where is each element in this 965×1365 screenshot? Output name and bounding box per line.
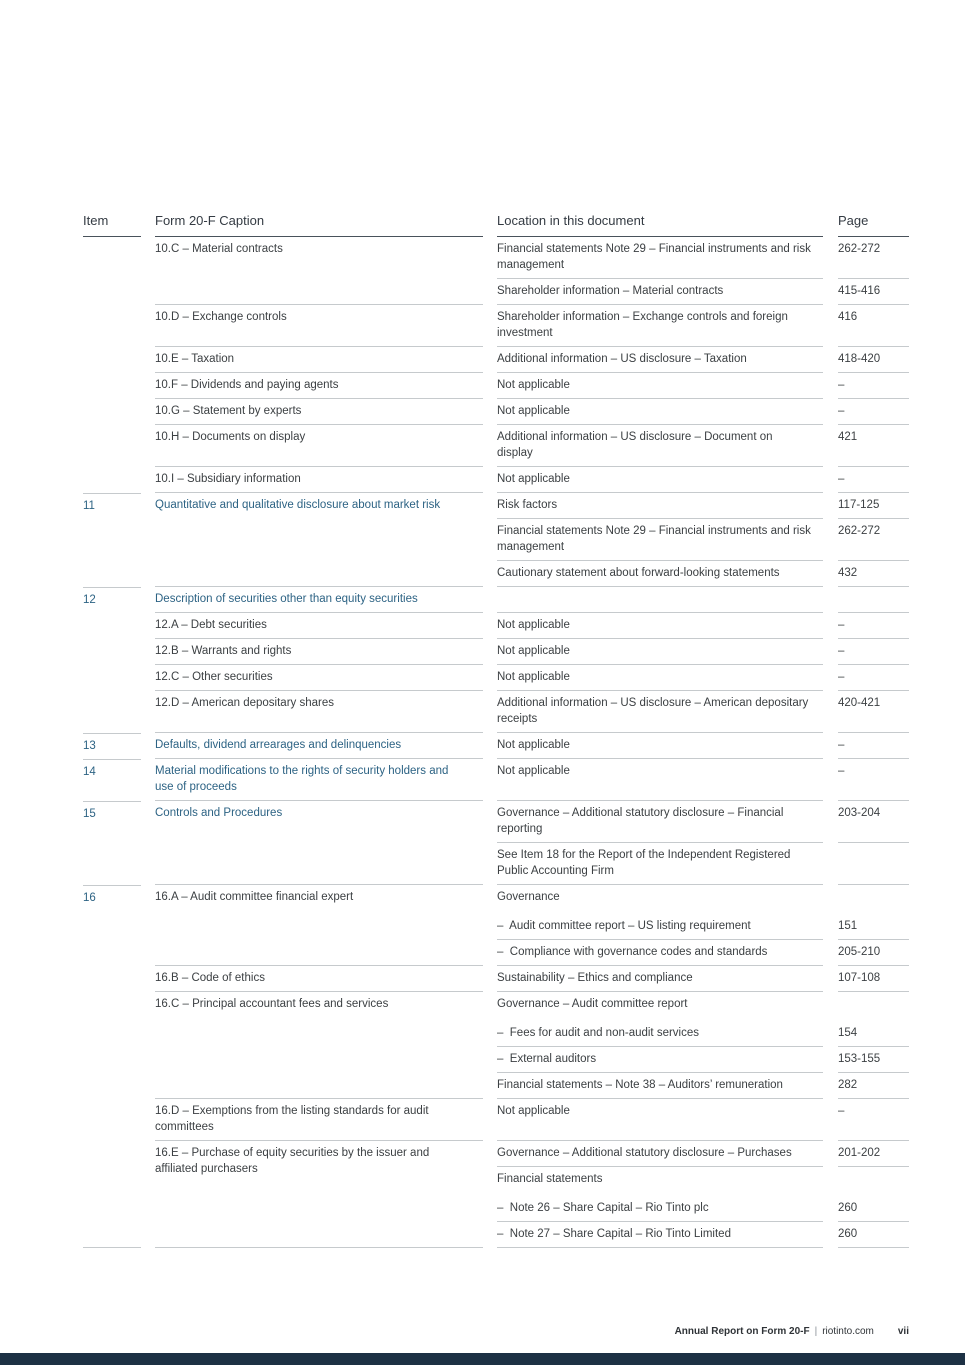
item-number	[83, 613, 141, 639]
location-row	[497, 1141, 909, 1167]
location-text: – Audit committee report – US listing requirement	[497, 914, 823, 940]
location-row	[497, 561, 909, 587]
table-group	[83, 665, 909, 691]
location-entries	[497, 399, 909, 425]
caption-text: Defaults, dividend arrearages and delinquencies	[155, 733, 483, 759]
item-number	[83, 467, 141, 493]
location-row	[497, 399, 909, 425]
location-row	[497, 493, 909, 519]
location-row	[497, 885, 909, 914]
caption-text: 12.C – Other securities	[155, 665, 483, 691]
location-text: Governance – Audit committee report	[497, 998, 688, 1010]
page-footer	[675, 1326, 909, 1337]
location-row	[497, 519, 909, 561]
location-row	[497, 305, 909, 347]
table-group	[83, 587, 909, 613]
item-number: 14	[83, 759, 141, 801]
location-entries	[497, 759, 909, 801]
location-text: Governance	[497, 891, 560, 903]
location-row	[497, 347, 909, 373]
caption-text: 16.D – Exemptions from the listing standards for audit committees	[155, 1099, 483, 1141]
location-text: Shareholder information – Material contracts	[497, 279, 823, 305]
page-number: 282	[838, 1073, 909, 1099]
location-entries	[497, 347, 909, 373]
item-number	[83, 966, 141, 992]
location-text: Not applicable	[497, 639, 823, 665]
page-number: 418-420	[838, 347, 909, 373]
location-text: Additional information – US disclosure – American depositary receipts	[497, 691, 823, 733]
table-group	[83, 1099, 909, 1141]
caption-text: 16.B – Code of ethics	[155, 966, 483, 992]
page-number: –	[838, 665, 909, 691]
page-number: –	[838, 733, 909, 759]
table-group	[83, 801, 909, 885]
table-group	[83, 347, 909, 373]
location-row	[497, 373, 909, 399]
location-row	[497, 279, 909, 305]
table-group	[83, 493, 909, 587]
location-row	[497, 843, 909, 885]
page-number: –	[838, 399, 909, 425]
page-number	[838, 587, 909, 613]
table-body	[83, 237, 909, 1248]
page-number: 415-416	[838, 279, 909, 305]
table-group	[83, 733, 909, 759]
item-number	[83, 237, 141, 305]
location-row	[497, 966, 909, 992]
item-number	[83, 305, 141, 347]
location-text: Shareholder information – Exchange controls and foreign investment	[497, 305, 823, 347]
location-entries	[497, 587, 909, 613]
location-text: Not applicable	[497, 665, 823, 691]
location-entries	[497, 639, 909, 665]
location-text: Not applicable	[497, 399, 823, 425]
location-text: Financial statements Note 29 – Financial instruments and risk management	[497, 519, 823, 561]
item-number: 11	[83, 493, 141, 587]
location-text: Financial statements – Note 38 – Auditors’ remuneration	[497, 1073, 823, 1099]
location-row	[497, 992, 909, 1021]
table-group	[83, 425, 909, 467]
item-number: 15	[83, 801, 141, 885]
column-header-location: Location in this document	[497, 213, 823, 237]
caption-text: Description of securities other than equity securities	[155, 587, 483, 613]
caption-text: 12.A – Debt securities	[155, 613, 483, 639]
table-group	[83, 992, 909, 1099]
location-entries	[497, 801, 909, 885]
location-row	[497, 665, 909, 691]
item-number	[83, 347, 141, 373]
location-entries	[497, 613, 909, 639]
location-row	[497, 1222, 909, 1248]
footer-separator: |	[814, 1326, 818, 1337]
item-number	[83, 1099, 141, 1141]
page-number	[838, 885, 909, 914]
location-text: Additional information – US disclosure – Taxation	[497, 347, 823, 373]
footer-site-link[interactable]: riotinto.com	[822, 1326, 874, 1337]
item-number	[83, 399, 141, 425]
page-number: –	[838, 639, 909, 665]
location-text: Additional information – US disclosure – Document on display	[497, 425, 823, 467]
location-row	[497, 237, 909, 279]
item-number	[83, 665, 141, 691]
caption-text: 16.C – Principal accountant fees and services	[155, 992, 483, 1099]
page-number: 260	[838, 1196, 909, 1222]
table-group	[83, 639, 909, 665]
location-row	[497, 639, 909, 665]
column-header-page: Page	[838, 213, 909, 237]
caption-text: Material modifications to the rights of security holders and use of proceeds	[155, 759, 483, 801]
table-header-row	[83, 213, 909, 237]
location-text: Governance – Additional statutory disclosure – Purchases	[497, 1141, 823, 1167]
bottom-accent-bar	[0, 1353, 965, 1365]
page-number	[838, 843, 909, 885]
table-group	[83, 373, 909, 399]
table-group	[83, 1141, 909, 1248]
location-row	[497, 1099, 909, 1141]
caption-text: 12.B – Warrants and rights	[155, 639, 483, 665]
page-number: –	[838, 467, 909, 493]
caption-text: Controls and Procedures	[155, 801, 483, 885]
location-text: Financial statements Note 29 – Financial instruments and risk management	[497, 237, 823, 279]
location-text: – Compliance with governance codes and standards	[497, 940, 823, 966]
location-text: – Note 26 – Share Capital – Rio Tinto plc	[497, 1196, 823, 1222]
column-header-item: Item	[83, 213, 141, 237]
location-row	[497, 467, 909, 493]
location-row	[497, 801, 909, 843]
location-row	[497, 691, 909, 733]
table-group	[83, 885, 909, 966]
location-row	[497, 1073, 909, 1099]
location-text: See Item 18 for the Report of the Independent Registered Public Accounting Firm	[497, 843, 823, 885]
item-number	[83, 373, 141, 399]
location-row	[497, 425, 909, 467]
caption-text: 12.D – American depositary shares	[155, 691, 483, 733]
location-text: – External auditors	[497, 1047, 823, 1073]
caption-text: 10.F – Dividends and paying agents	[155, 373, 483, 399]
location-text: Not applicable	[497, 373, 823, 399]
location-entries	[497, 885, 909, 966]
page-number: 262-272	[838, 237, 909, 279]
location-row	[497, 613, 909, 639]
location-entries	[497, 1141, 909, 1248]
location-entries	[497, 237, 909, 305]
location-row	[497, 1047, 909, 1073]
location-entries	[497, 373, 909, 399]
page-number: 107-108	[838, 966, 909, 992]
table-group	[83, 759, 909, 801]
caption-text: 10.I – Subsidiary information	[155, 467, 483, 493]
item-number: 13	[83, 733, 141, 759]
location-text: Risk factors	[497, 493, 823, 519]
location-text: Governance – Additional statutory disclosure – Financial reporting	[497, 801, 823, 843]
caption-text: 16.A – Audit committee financial expert	[155, 885, 483, 966]
caption-text: Quantitative and qualitative disclosure about market risk	[155, 493, 483, 587]
page-number: 420-421	[838, 691, 909, 733]
location-entries	[497, 992, 909, 1099]
caption-text: 10.C – Material contracts	[155, 237, 483, 305]
location-entries	[497, 305, 909, 347]
caption-text: 16.E – Purchase of equity securities by the issuer and affiliated purchasers	[155, 1141, 483, 1248]
location-text: Financial statements	[497, 1173, 603, 1185]
location-row	[497, 1196, 909, 1222]
item-number	[83, 992, 141, 1099]
location-entries	[497, 467, 909, 493]
page-number: 432	[838, 561, 909, 587]
location-text: Cautionary statement about forward-looking statements	[497, 561, 823, 587]
item-number: 12	[83, 587, 141, 613]
location-text: – Fees for audit and non-audit services	[497, 1021, 823, 1047]
page-number: 154	[838, 1021, 909, 1047]
location-row	[497, 587, 909, 613]
location-entries	[497, 425, 909, 467]
table-group	[83, 399, 909, 425]
page-number: 151	[838, 914, 909, 940]
page-number	[838, 992, 909, 1021]
item-number	[83, 425, 141, 467]
table-group	[83, 237, 909, 305]
footer-report-title: Annual Report on Form 20-F	[674, 1326, 810, 1337]
page-number: 421	[838, 425, 909, 467]
location-row	[497, 759, 909, 801]
location-entries	[497, 665, 909, 691]
page-number: –	[838, 373, 909, 399]
location-entries	[497, 493, 909, 587]
location-text: Not applicable	[497, 733, 823, 759]
page-number: 203-204	[838, 801, 909, 843]
item-number	[83, 1141, 141, 1248]
caption-text: 10.E – Taxation	[155, 347, 483, 373]
location-text: Not applicable	[497, 1099, 823, 1141]
page-number: –	[838, 613, 909, 639]
location-entries	[497, 1099, 909, 1141]
location-entries	[497, 691, 909, 733]
caption-text: 10.H – Documents on display	[155, 425, 483, 467]
location-entries	[497, 966, 909, 992]
location-text: Not applicable	[497, 759, 823, 801]
table-group	[83, 613, 909, 639]
page-number: 201-202	[838, 1141, 909, 1167]
location-text	[497, 587, 823, 613]
location-text: – Note 27 – Share Capital – Rio Tinto Limited	[497, 1222, 823, 1248]
page-number: 262-272	[838, 519, 909, 561]
location-text: Sustainability – Ethics and compliance	[497, 966, 823, 992]
item-number	[83, 691, 141, 733]
caption-text: 10.D – Exchange controls	[155, 305, 483, 347]
location-entries	[497, 733, 909, 759]
page-number: –	[838, 759, 909, 801]
item-number: 16	[83, 885, 141, 966]
page-number: 117-125	[838, 493, 909, 519]
location-row	[497, 914, 909, 940]
page-number: 153-155	[838, 1047, 909, 1073]
location-row	[497, 733, 909, 759]
table-group	[83, 305, 909, 347]
location-row	[497, 1021, 909, 1047]
location-row	[497, 1167, 909, 1196]
item-number	[83, 639, 141, 665]
footer-page-number: vii	[897, 1326, 909, 1337]
page-number	[838, 1167, 909, 1196]
page-number: –	[838, 1099, 909, 1141]
location-row	[497, 940, 909, 966]
location-text: Not applicable	[497, 467, 823, 493]
page-number: 205-210	[838, 940, 909, 966]
location-text: Not applicable	[497, 613, 823, 639]
page-number: 416	[838, 305, 909, 347]
table-group	[83, 467, 909, 493]
form-20f-cross-reference-table	[83, 213, 909, 1248]
table-group	[83, 966, 909, 992]
table-group	[83, 691, 909, 733]
page-number: 260	[838, 1222, 909, 1248]
caption-text: 10.G – Statement by experts	[155, 399, 483, 425]
column-header-caption: Form 20-F Caption	[155, 213, 483, 237]
